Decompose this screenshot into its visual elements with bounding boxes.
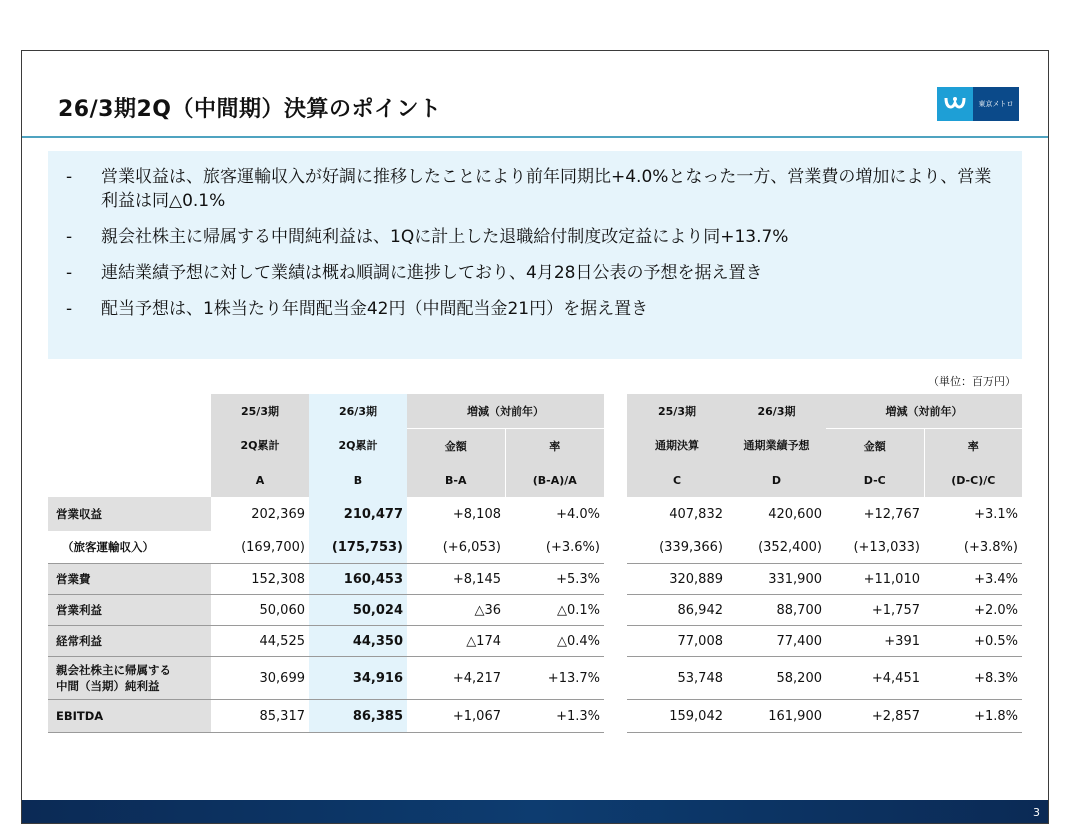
col-header: C	[627, 463, 727, 497]
col-header: B-A	[407, 463, 505, 497]
col-header: A	[211, 463, 309, 497]
rate-dc: +3.1%	[974, 506, 1018, 522]
row-label-text: 営業利益	[56, 603, 102, 617]
value-b: (175,753)	[309, 531, 407, 564]
value-a: 50,060	[211, 595, 309, 626]
key-point: - 配当予想は、1株当たり年間配当金42円（中間配当金21円）を据え置き	[66, 299, 649, 319]
value-c: 320,889	[627, 564, 727, 595]
rate-ba: +13.7%	[505, 657, 604, 700]
value-c: (339,366)	[659, 539, 723, 555]
semiannual-results-table	[48, 394, 604, 733]
value-d: 161,900	[727, 700, 826, 733]
col-header: 金額	[407, 429, 505, 464]
col-header: 2Q累計	[309, 429, 407, 464]
col-header: 率	[924, 429, 1022, 464]
rate-dc: +1.8%	[924, 700, 1022, 733]
row-label-text: 営業収益	[56, 507, 102, 521]
table-row	[48, 626, 604, 657]
col-header: 通期決算	[627, 429, 727, 464]
col-header: D	[727, 463, 826, 497]
table-row	[48, 657, 604, 700]
rate-ba: △0.4%	[505, 626, 604, 657]
footer-bar	[22, 800, 1048, 823]
value-b: 34,916	[309, 657, 407, 700]
row-label	[48, 595, 211, 626]
key-point: - 連結業績予想に対して業績は概ね順調に進捗しており、4月28日公表の予想を据え置き	[66, 263, 763, 283]
value-b: 44,350	[309, 626, 407, 657]
col-header: 金額	[826, 429, 924, 464]
table-row	[48, 497, 604, 531]
diff-dc: +11,010	[826, 564, 924, 595]
value-d: 58,200	[727, 657, 826, 700]
row-label-text: 営業費	[56, 572, 91, 586]
key-point: - 親会社株主に帰属する中間純利益は、1Qに計上した退職給付制度改定益により同+13.7%	[66, 227, 789, 247]
table-row	[48, 700, 604, 733]
col-header: B	[309, 463, 407, 497]
value-d: 88,700	[727, 595, 826, 626]
rate-dc: +0.5%	[924, 626, 1022, 657]
col-header: 増減（対前年）	[826, 394, 1022, 429]
value-a: 152,308	[211, 564, 309, 595]
table-row	[627, 531, 1022, 564]
key-point-text: 連結業績予想に対して業績は概ね順調に進捗しており、4月28日公表の予想を据え置き	[101, 263, 763, 283]
row-label-text: （旅客運輸収入）	[62, 540, 154, 554]
value-c: 86,942	[627, 595, 727, 626]
diff-dc: +12,767	[863, 506, 920, 522]
col-header: 率	[505, 429, 604, 464]
row-label	[48, 626, 211, 657]
value-c: 407,832	[669, 506, 723, 522]
key-points-box	[48, 151, 1022, 359]
value-b: 160,453	[309, 564, 407, 595]
diff-dc: +4,451	[826, 657, 924, 700]
key-point: - 営業収益は、旅客運輸収入が好調に推移したことにより前年同期比+4.0%となった一方、営業費の増加により、営業利益は同△0.1%	[66, 165, 1004, 213]
value-c: 53,748	[627, 657, 727, 700]
rate-ba: +4.0%	[556, 506, 600, 522]
key-point-text: 親会社株主に帰属する中間純利益は、1Qに計上した退職給付制度改定益により同+13.7%	[101, 227, 789, 247]
value-a: 202,369	[251, 506, 305, 522]
table-row	[627, 497, 1022, 531]
slide-title: 26/3期2Q（中間期）決算のポイント	[58, 97, 442, 122]
table-row	[48, 564, 604, 595]
title-rule	[22, 136, 1048, 138]
table-row	[48, 531, 604, 564]
logo-text: 東京メトロ	[973, 87, 1019, 121]
page-number: 3	[1033, 806, 1040, 819]
col-header: (B-A)/A	[505, 463, 604, 497]
table-row	[627, 564, 1022, 595]
diff-dc: +391	[826, 626, 924, 657]
row-label-text: 経常利益	[56, 634, 102, 648]
col-header: 25/3期	[211, 394, 309, 429]
table-row	[627, 700, 1022, 733]
diff-ba: △174	[407, 626, 505, 657]
diff-dc: (+13,033)	[853, 539, 920, 555]
unit-note: （単位：百万円）	[928, 375, 1016, 388]
col-header: (D-C)/C	[924, 463, 1022, 497]
value-b: 210,477	[309, 497, 407, 531]
value-a: 44,525	[211, 626, 309, 657]
row-label	[48, 564, 211, 595]
col-header: 26/3期	[309, 394, 407, 429]
key-point-text: 配当予想は、1株当たり年間配当金42円（中間配当金21円）を据え置き	[101, 299, 649, 319]
diff-ba: △36	[407, 595, 505, 626]
col-header: 26/3期	[727, 394, 826, 429]
rate-dc: (+3.8%)	[963, 539, 1018, 555]
rate-ba: (+3.6%)	[545, 539, 600, 555]
row-label-text: EBITDA	[56, 709, 104, 723]
value-c: 159,042	[627, 700, 727, 733]
diff-dc: +1,757	[826, 595, 924, 626]
diff-ba: (+6,053)	[442, 539, 501, 555]
company-logo	[937, 87, 1019, 121]
value-d: 331,900	[727, 564, 826, 595]
value-c: 77,008	[627, 626, 727, 657]
value-b: 86,385	[309, 700, 407, 733]
value-d: 420,600	[768, 506, 822, 522]
diff-ba: +8,145	[407, 564, 505, 595]
rate-ba: △0.1%	[505, 595, 604, 626]
col-header: 2Q累計	[211, 429, 309, 464]
table-row	[627, 657, 1022, 700]
diff-ba: +1,067	[407, 700, 505, 733]
value-a: 30,699	[211, 657, 309, 700]
rate-dc: +3.4%	[924, 564, 1022, 595]
col-header: 25/3期	[627, 394, 727, 429]
value-a: (169,700)	[241, 539, 305, 555]
table-row	[627, 626, 1022, 657]
row-label	[48, 497, 211, 531]
rate-ba: +5.3%	[505, 564, 604, 595]
col-header: 増減（対前年）	[407, 394, 604, 429]
value-b: 50,024	[309, 595, 407, 626]
diff-ba: +4,217	[407, 657, 505, 700]
row-label-line: 親会社株主に帰属する	[56, 663, 171, 677]
value-a: 85,317	[211, 700, 309, 733]
rate-ba: +1.3%	[505, 700, 604, 733]
metro-logo-icon	[937, 87, 973, 121]
diff-dc: +2,857	[826, 700, 924, 733]
value-d: (352,400)	[758, 539, 822, 555]
table-row	[48, 595, 604, 626]
row-label	[48, 531, 211, 564]
table-row	[627, 595, 1022, 626]
diff-ba: +8,108	[452, 506, 501, 522]
rate-dc: +8.3%	[924, 657, 1022, 700]
col-header: D-C	[826, 463, 924, 497]
full-year-forecast-table	[627, 394, 1022, 733]
key-point-text: 営業収益は、旅客運輸収入が好調に推移したことにより前年同期比+4.0%となった一方、営業費の増加により、営業利益は同△0.1%	[101, 167, 992, 211]
row-label-line: 中間（当期）純利益	[56, 679, 160, 693]
row-label	[48, 657, 211, 700]
value-d: 77,400	[727, 626, 826, 657]
row-label	[48, 700, 211, 733]
rate-dc: +2.0%	[924, 595, 1022, 626]
col-header: 通期業績予想	[727, 429, 826, 464]
